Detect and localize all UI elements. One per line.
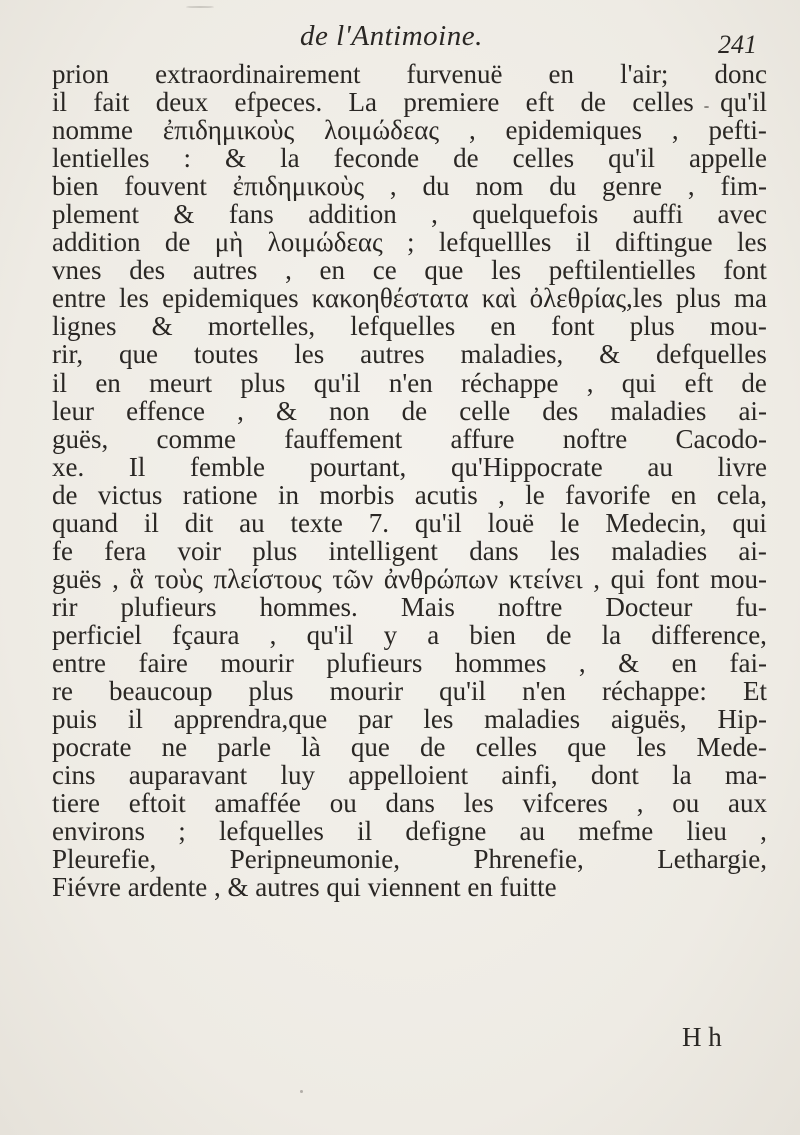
text-line: rir, que toutes les autres maladies, & defquelles <box>52 339 767 370</box>
text-line: xe. Il femble pourtant, qu'Hippocrate au livre <box>52 451 767 482</box>
catchword: H h <box>682 1022 722 1052</box>
text-line: entre les epidemiques κακοηθέστατα καὶ ὀλεθρίας,les plus ma <box>52 283 767 314</box>
text-line: lignes & mortelles, lefquelles en font plus mou- <box>52 311 767 342</box>
text-line: il fait deux efpeces. La premiere eft de celles qu'il <box>52 87 767 118</box>
text-line: prion extraordinairement furvenuë en l'air; donc <box>52 59 767 89</box>
text-line: entre faire mourir plufieurs hommes , & en fai- <box>52 647 767 678</box>
text-line: fe fera voir plus intelligent dans les maladies ai- <box>52 535 767 566</box>
page-number: 241 <box>718 30 757 59</box>
text-line: tiere eftoit amaffée ou dans les vifceres , ou aux <box>52 788 767 819</box>
text-line: lentielles : & la feconde de celles qu'il appelle <box>52 143 767 174</box>
running-title: de l'Antimoine. <box>300 20 483 52</box>
text-line: re beaucoup plus mourir qu'il n'en réchappe: Et <box>52 676 767 707</box>
ink-speck <box>186 6 214 8</box>
text-line: rir plufieurs hommes. Mais noftre Docteur fu- <box>52 591 767 622</box>
text-line: Pleurefie, Peripneumonie, Phrenefie, Lethargie, <box>52 844 767 875</box>
text-line: plement & fans addition , quelquefois auffi avec <box>52 199 767 230</box>
page-header <box>0 20 800 60</box>
text-line: Fiévre ardente , & autres qui viennent en fuitte <box>52 872 557 903</box>
text-line: cins auparavant luy appelloient ainfi, dont la ma- <box>52 760 767 791</box>
text-line: quand il dit au texte 7. qu'il louë le Medecin, qui <box>52 507 767 538</box>
text-line: puis il apprendra,que par les maladies aiguës, Hip- <box>52 704 767 735</box>
text-line: il en meurt plus qu'il n'en réchappe , qui eft de <box>52 367 767 398</box>
text-line: pocrate ne parle là que de celles que les Mede- <box>52 732 767 763</box>
text-line: guës , ἃ τοὺς πλείστους τῶν ἀνθρώπων κτείνει , qui font mou- <box>52 563 767 594</box>
text-line: leur effence , & non de celle des maladies ai- <box>52 395 767 426</box>
text-line: nomme ἐπιδημικοὺς λοιμώδεας , epidemiques , pefti- <box>52 115 767 146</box>
text-line: perficiel fçaura , qu'il y a bien de la difference, <box>52 619 767 650</box>
text-line: de victus ratione in morbis acutis , le favorife en cela, <box>52 479 767 510</box>
text-line: guës, comme fauffement affure noftre Cacodo- <box>52 423 767 454</box>
body-text <box>52 60 767 901</box>
ink-speck <box>300 1090 303 1093</box>
text-line: addition de μὴ λοιμώδεας ; lefquellles il diftingue les <box>52 227 767 258</box>
text-line: environs ; lefquelles il defigne au mefme lieu , <box>52 816 767 847</box>
text-line: bien fouvent ἐπιδημικοὺς , du nom du genre , fim- <box>52 171 767 202</box>
text-line: vnes des autres , en ce que les peftilentielles font <box>52 255 767 286</box>
